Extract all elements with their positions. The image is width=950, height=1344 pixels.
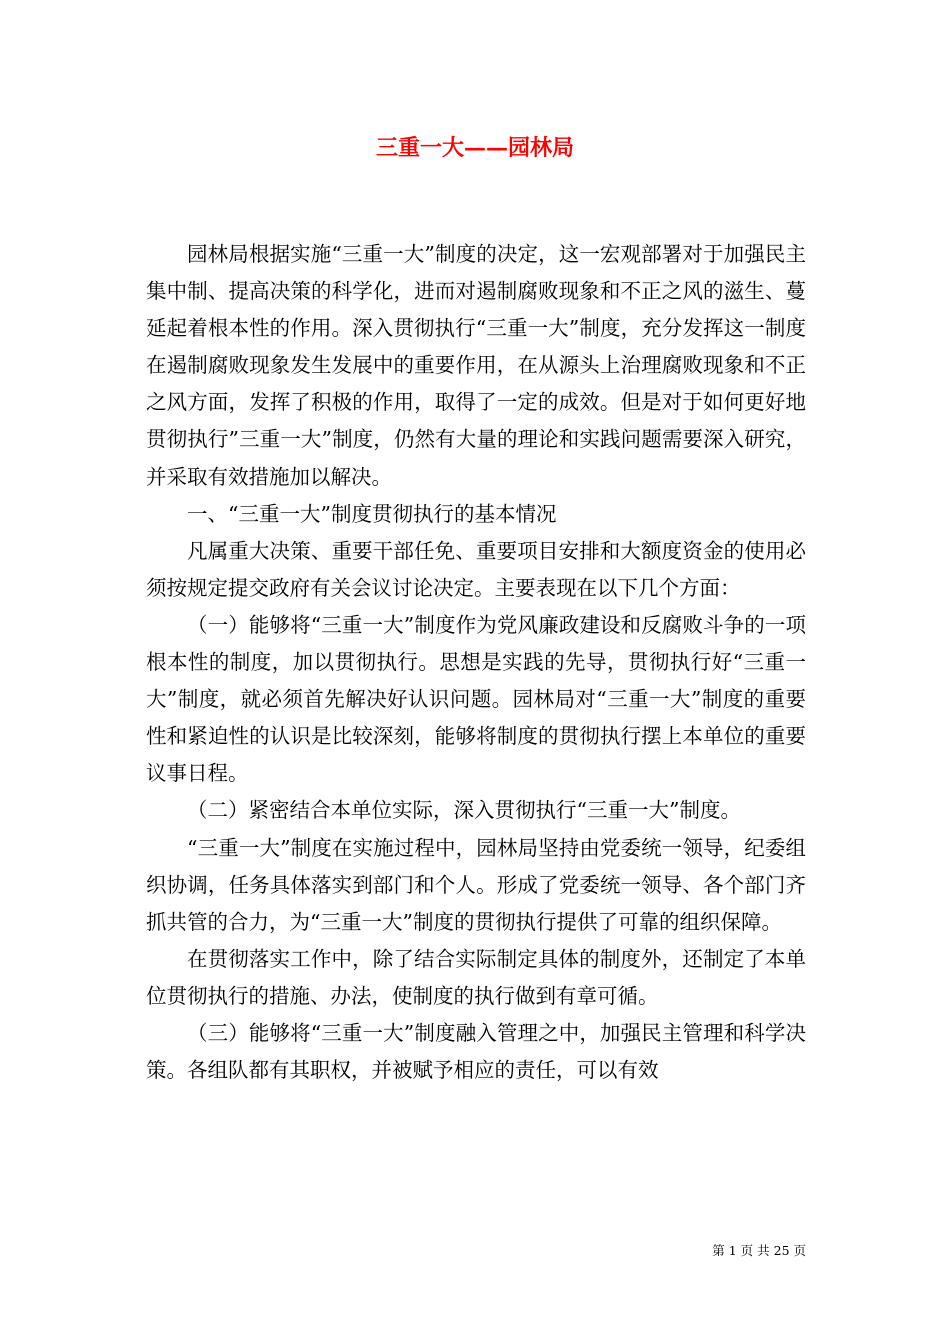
section-heading-1: 一、“三重一大”制度贯彻执行的基本情况 [187,501,557,526]
paragraph-intro: 园林局根据实施“三重一大”制度的决定，这一宏观部署对于加强民主集中制、提高决策的科学化，进而对遏制腐败现象和不正之风的滋生、蔓延起着根本性的作用。深入贯彻执行“三重一大”制度，充分发挥这一制度在遏制腐败现象发生发展中的重要作用，在从源头上治理腐败现象和不正之风方面，发挥了积极的作用，取得了一定的成效。但是对于如何更好地贯彻执行”三重一大”制度，仍然有大量的理论和实践问题需要深入研究，并采取有效措施加以解决。 [146,242,806,489]
paragraph-item-2: （二）紧密结合本单位实际，深入贯彻执行“三重一大”制度。 [187,798,741,823]
page-number: 第 1 页 共 25 页 [712,1243,806,1258]
paragraph-item-1: （一）能够将“三重一大”制度作为党风廉政建设和反腐败斗争的一项根本性的制度，加以贯彻执行。思想是实践的先导，贯彻执行好“三重一大”制度，就必须首先解决好认识问题。园林局对“三重一大”制度的重要性和紧迫性的认识是比较深刻，能够将制度的贯彻执行摆上本单位的重要议事日程。 [146,612,806,786]
paragraph-item-3: （三）能够将“三重一大”制度融入管理之中，加强民主管理和科学决策。各组队都有其职权，并被赋予相应的责任，可以有效 [146,1020,806,1083]
paragraph-item-2-measures: 在贯彻落实工作中，除了结合实际制定具体的制度外，还制定了本单位贯彻执行的措施、办法，使制度的执行做到有章可循。 [146,946,806,1008]
document-body [146,236,806,1089]
document-title: 三重一大——园林局 [375,135,574,161]
paragraph-section-1: 凡属重大决策、重要干部任免、重要项目安排和大额度资金的使用必须按规定提交政府有关会议讨论决定。主要表现在以下几个方面： [146,538,806,600]
paragraph-item-2-detail: “三重一大”制度在实施过程中，园林局坚持由党委统一领导，纪委组织协调，任务具体落实到部门和个人。形成了党委统一领导、各个部门齐抓共管的合力，为“三重一大”制度的贯彻执行提供了可靠的组织保障。 [146,835,806,934]
